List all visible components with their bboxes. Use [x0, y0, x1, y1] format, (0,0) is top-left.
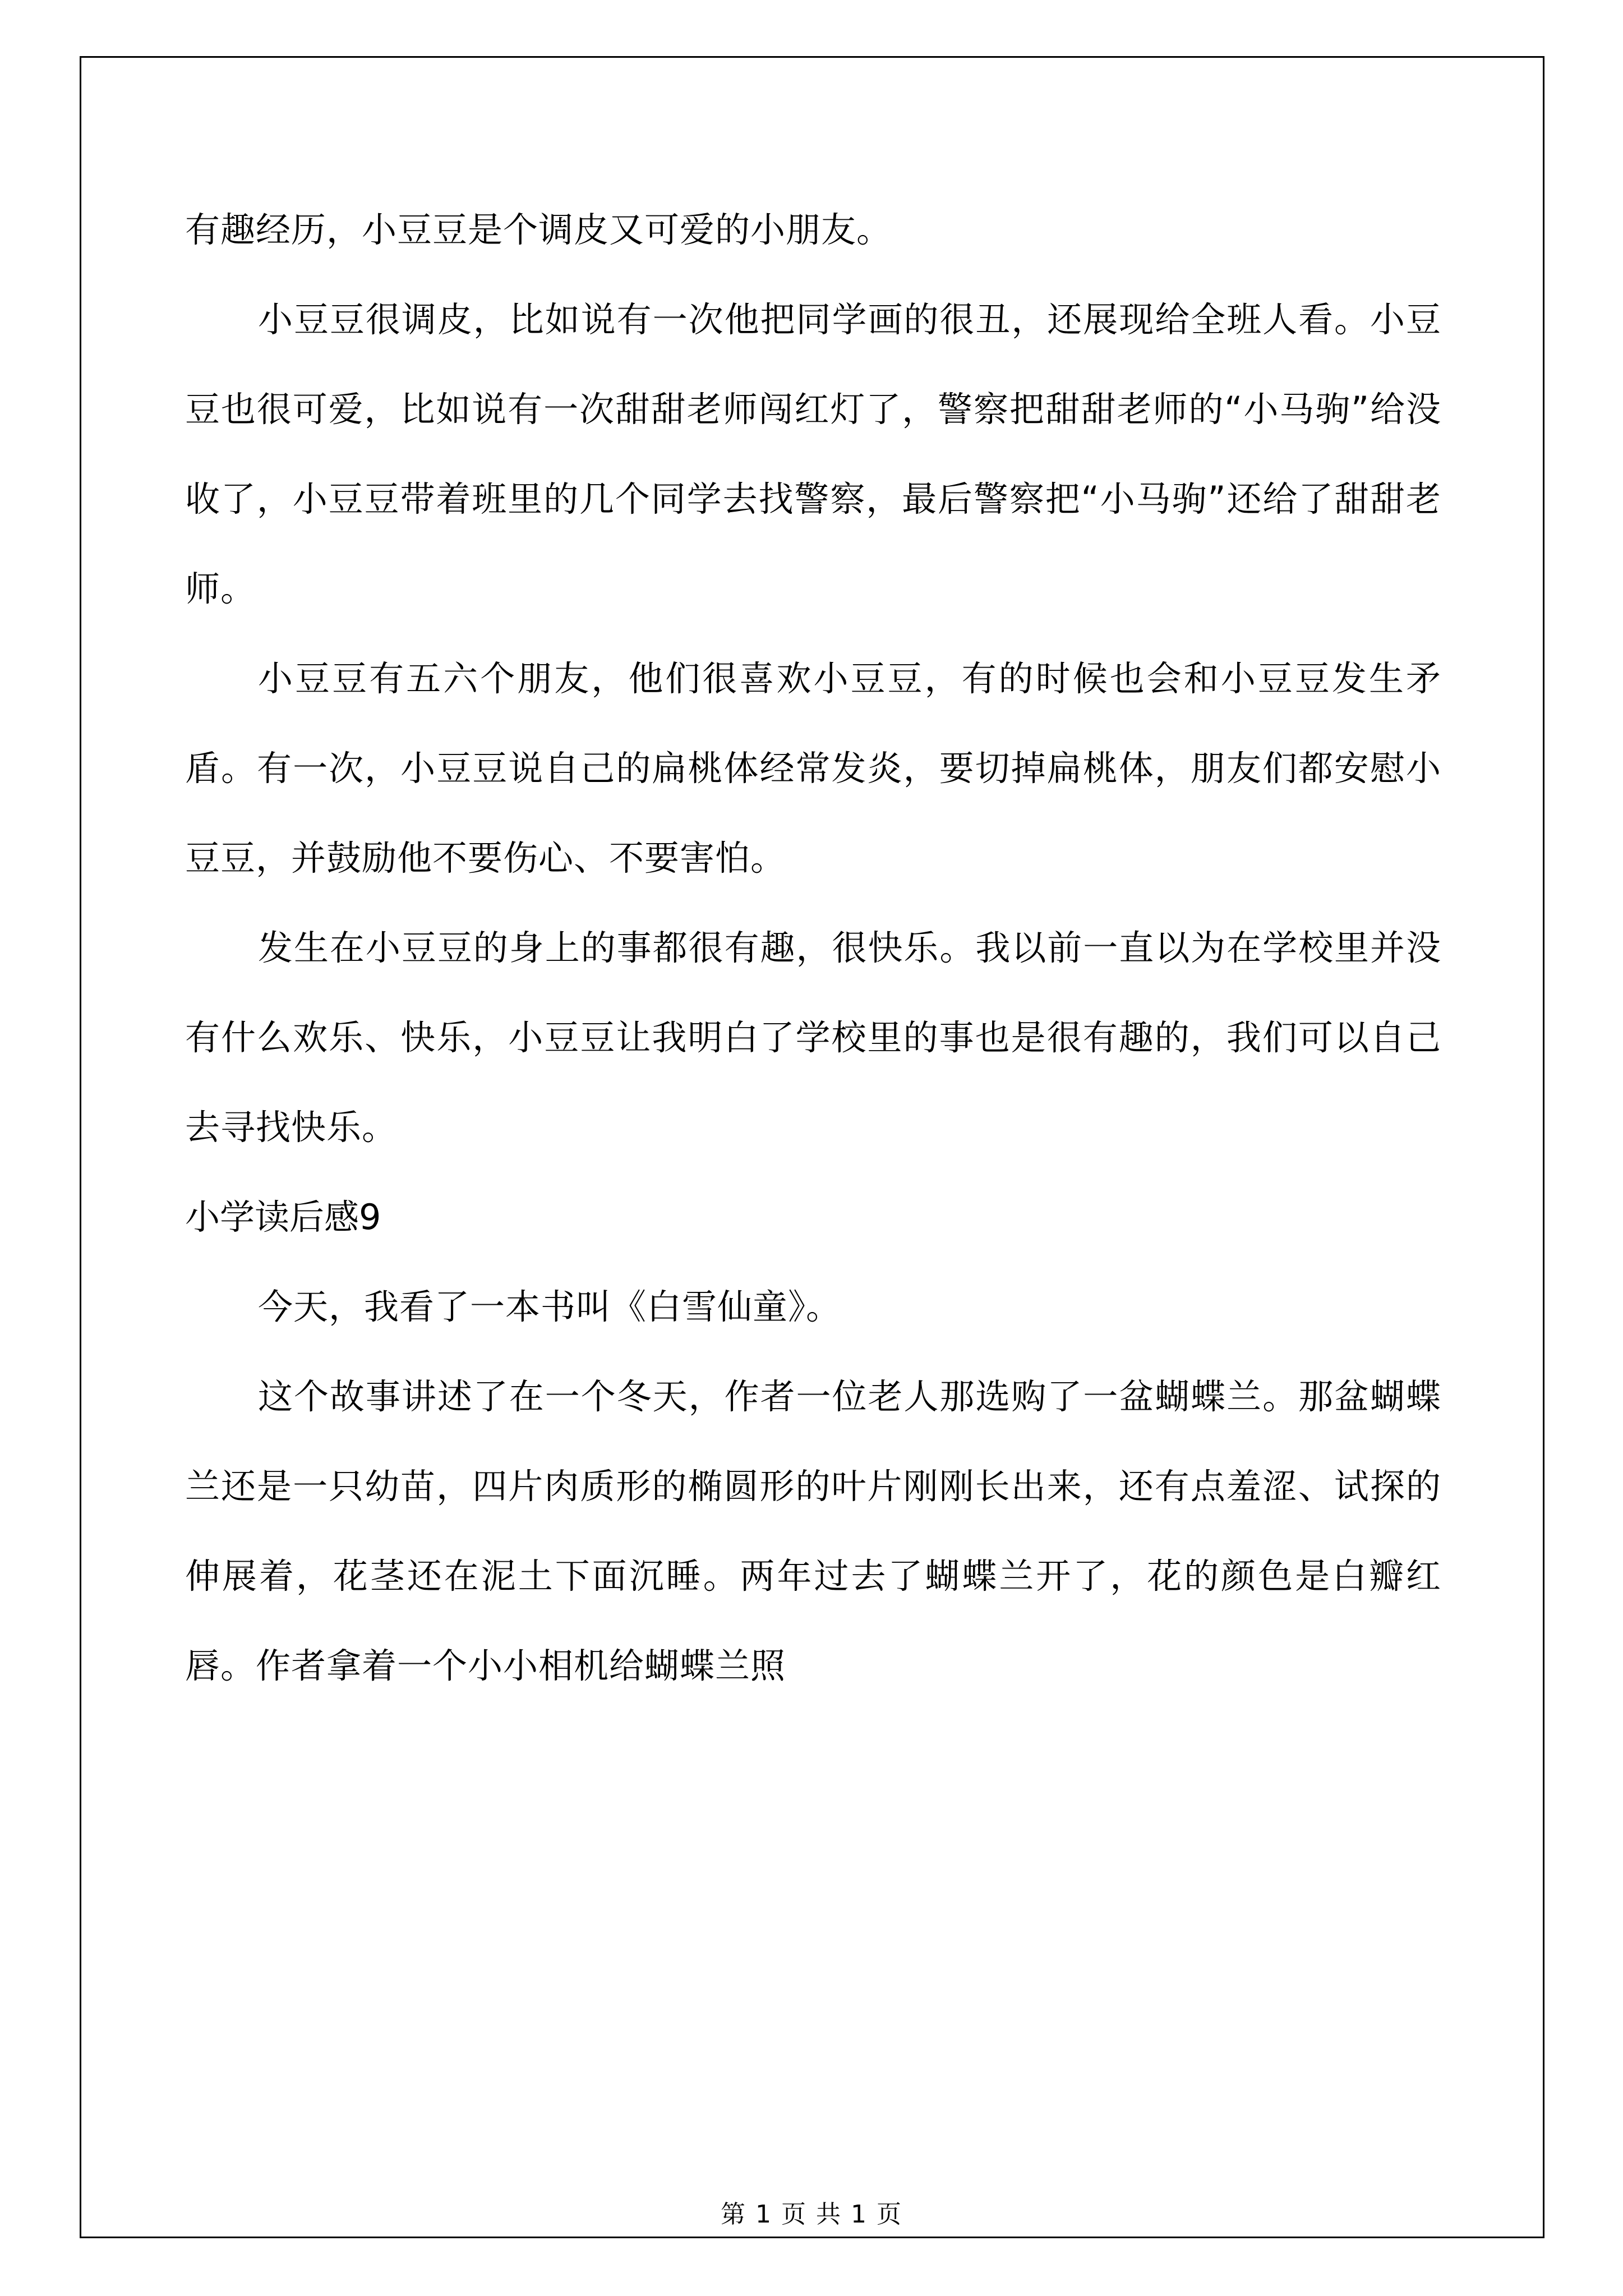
paragraph: 小豆豆有五六个朋友，他们很喜欢小豆豆，有的时候也会和小豆豆发生矛盾。有一次，小豆豆说自己的扁桃体经常发炎，要切掉扁桃体，朋友们都安慰小豆豆，并鼓励他不要伤心、不要害怕。 [185, 658, 1441, 878]
section-heading: 小学读后感9 [185, 1197, 381, 1237]
document-body [185, 185, 1441, 1711]
page-footer: 第 1 页 共 1 页 [721, 2200, 902, 2229]
paragraph: 小豆豆很调皮，比如说有一次他把同学画的很丑，还展现给全班人看。小豆豆也很可爱，比如说有一次甜甜老师闯红灯了，警察把甜甜老师的“小马驹”给没收了，小豆豆带着班里的几个同学去找警察，最后警察把“小马驹”还给了甜甜老师。 [185, 299, 1441, 609]
paragraph: 有趣经历，小豆豆是个调皮又可爱的小朋友。 [185, 209, 892, 250]
paragraph: 这个故事讲述了在一个冬天，作者一位老人那选购了一盆蝴蝶兰。那盆蝴蝶兰还是一只幼苗，四片肉质形的椭圆形的叶片刚刚长出来，还有点羞涩、试探的伸展着，花茎还在泥土下面沉睡。两年过去了蝴蝶兰开了，花的颜色是白瓣红唇。作者拿着一个小小相机给蝴蝶兰照 [185, 1376, 1441, 1686]
paragraph: 发生在小豆豆的身上的事都很有趣，很快乐。我以前一直以为在学校里并没有什么欢乐、快乐，小豆豆让我明白了学校里的事也是很有趣的，我们可以自己去寻找快乐。 [185, 927, 1441, 1148]
paragraph: 今天，我看了一本书叫《白雪仙童》。 [258, 1286, 842, 1327]
